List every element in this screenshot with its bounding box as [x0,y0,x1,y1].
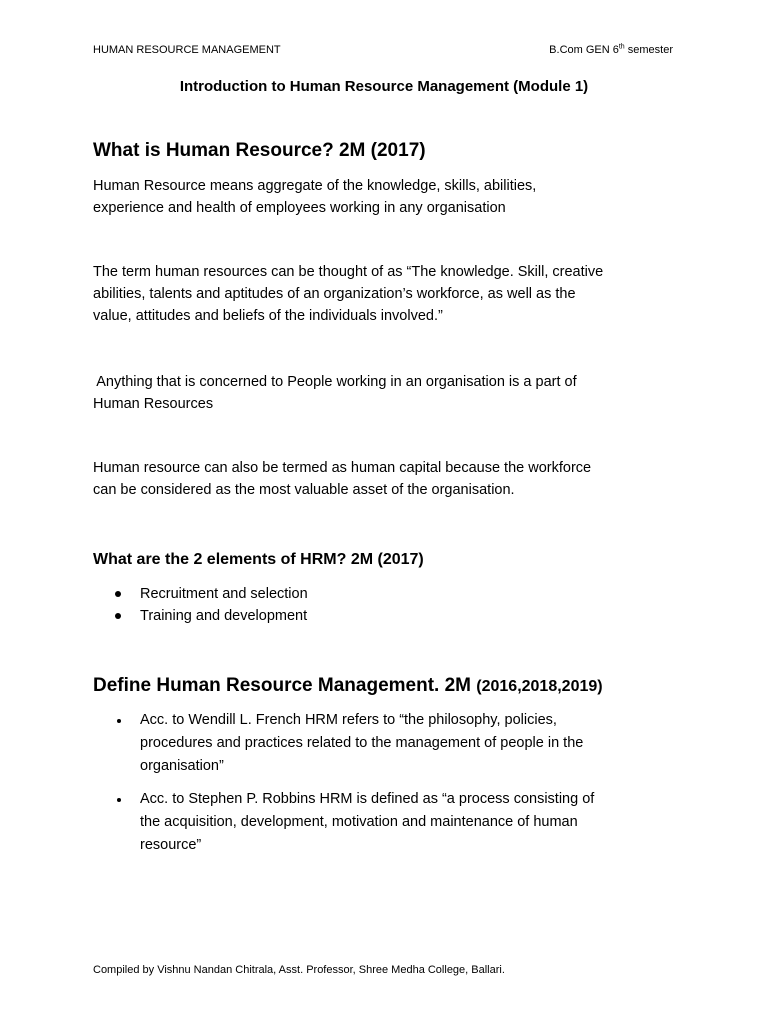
paragraph-line: can be considered as the most valuable asset of the organisation. [93,482,515,498]
bullet-icon [115,613,121,619]
paragraph-hr-term [93,261,693,327]
definition-line: organisation” [140,758,224,774]
paragraph-hr-capital [93,457,693,501]
paragraph-line: Human Resources [93,396,214,412]
list-item-text: Recruitment and selection [140,586,308,602]
paragraph-line: The term human resources can be thought of as “The knowledge. Skill, creative [93,264,604,280]
definition-line: Acc. to Stephen P. Robbins HRM is defined as “a process consisting of [140,791,595,807]
bullet-icon [115,591,121,597]
definition-line: resource” [140,837,202,853]
list-item [93,709,693,778]
header-course-sup: th [618,43,625,51]
heading-define-hrm [93,674,603,699]
paragraph-line: value, attitudes and beliefs of the individuals involved.” [93,308,443,324]
paragraph-line: Human Resource means aggregate of the knowledge, skills, abilities, [93,178,537,194]
bullet-icon [117,798,121,802]
paragraph-line: experience and health of employees working in any organisation [93,200,506,216]
bullet-icon [117,719,121,723]
header-subject: HUMAN RESOURCE MANAGEMENT [93,44,281,56]
page-footer: Compiled by Vishnu Nandan Chitrala, Asst. Professor, Shree Medha College, Ballari. [93,964,505,976]
hrm-definitions-list [93,709,693,857]
heading-define-hrm-text: Define Human Resource Management. 2M [93,675,477,696]
definition-line: the acquisition, development, motivation and maintenance of human [140,814,578,830]
paragraph-line: abilities, talents and aptitudes of an organization’s workforce, as well as the [93,286,576,302]
hrm-elements-list [93,583,308,627]
paragraph-hr-definition [93,175,693,219]
list-item-text: Training and development [140,608,308,624]
paragraph-hr-people [93,371,693,415]
list-item [93,788,693,857]
definition-line: Acc. to Wendill L. French HRM refers to “the philosophy, policies, [140,712,557,728]
definition-line: procedures and practices related to the management of people in the [140,735,584,751]
header-course [549,43,673,57]
paragraph-line: Anything that is concerned to People working in an organisation is a part of [93,374,577,390]
header-course-prefix: B.Com GEN 6 [549,44,619,56]
list-item [93,583,308,605]
paragraph-line: Human resource can also be termed as human capital because the workforce [93,460,592,476]
document-title: Introduction to Human Resource Management (Module 1) [179,78,589,95]
header-course-suffix: semester [624,44,673,56]
heading-define-hrm-years: (2016,2018,2019) [476,678,603,695]
heading-hrm-elements: What are the 2 elements of HRM? 2M (2017) [93,551,424,568]
heading-what-is-hr: What is Human Resource? 2M (2017) [93,140,426,161]
list-item [93,605,308,627]
